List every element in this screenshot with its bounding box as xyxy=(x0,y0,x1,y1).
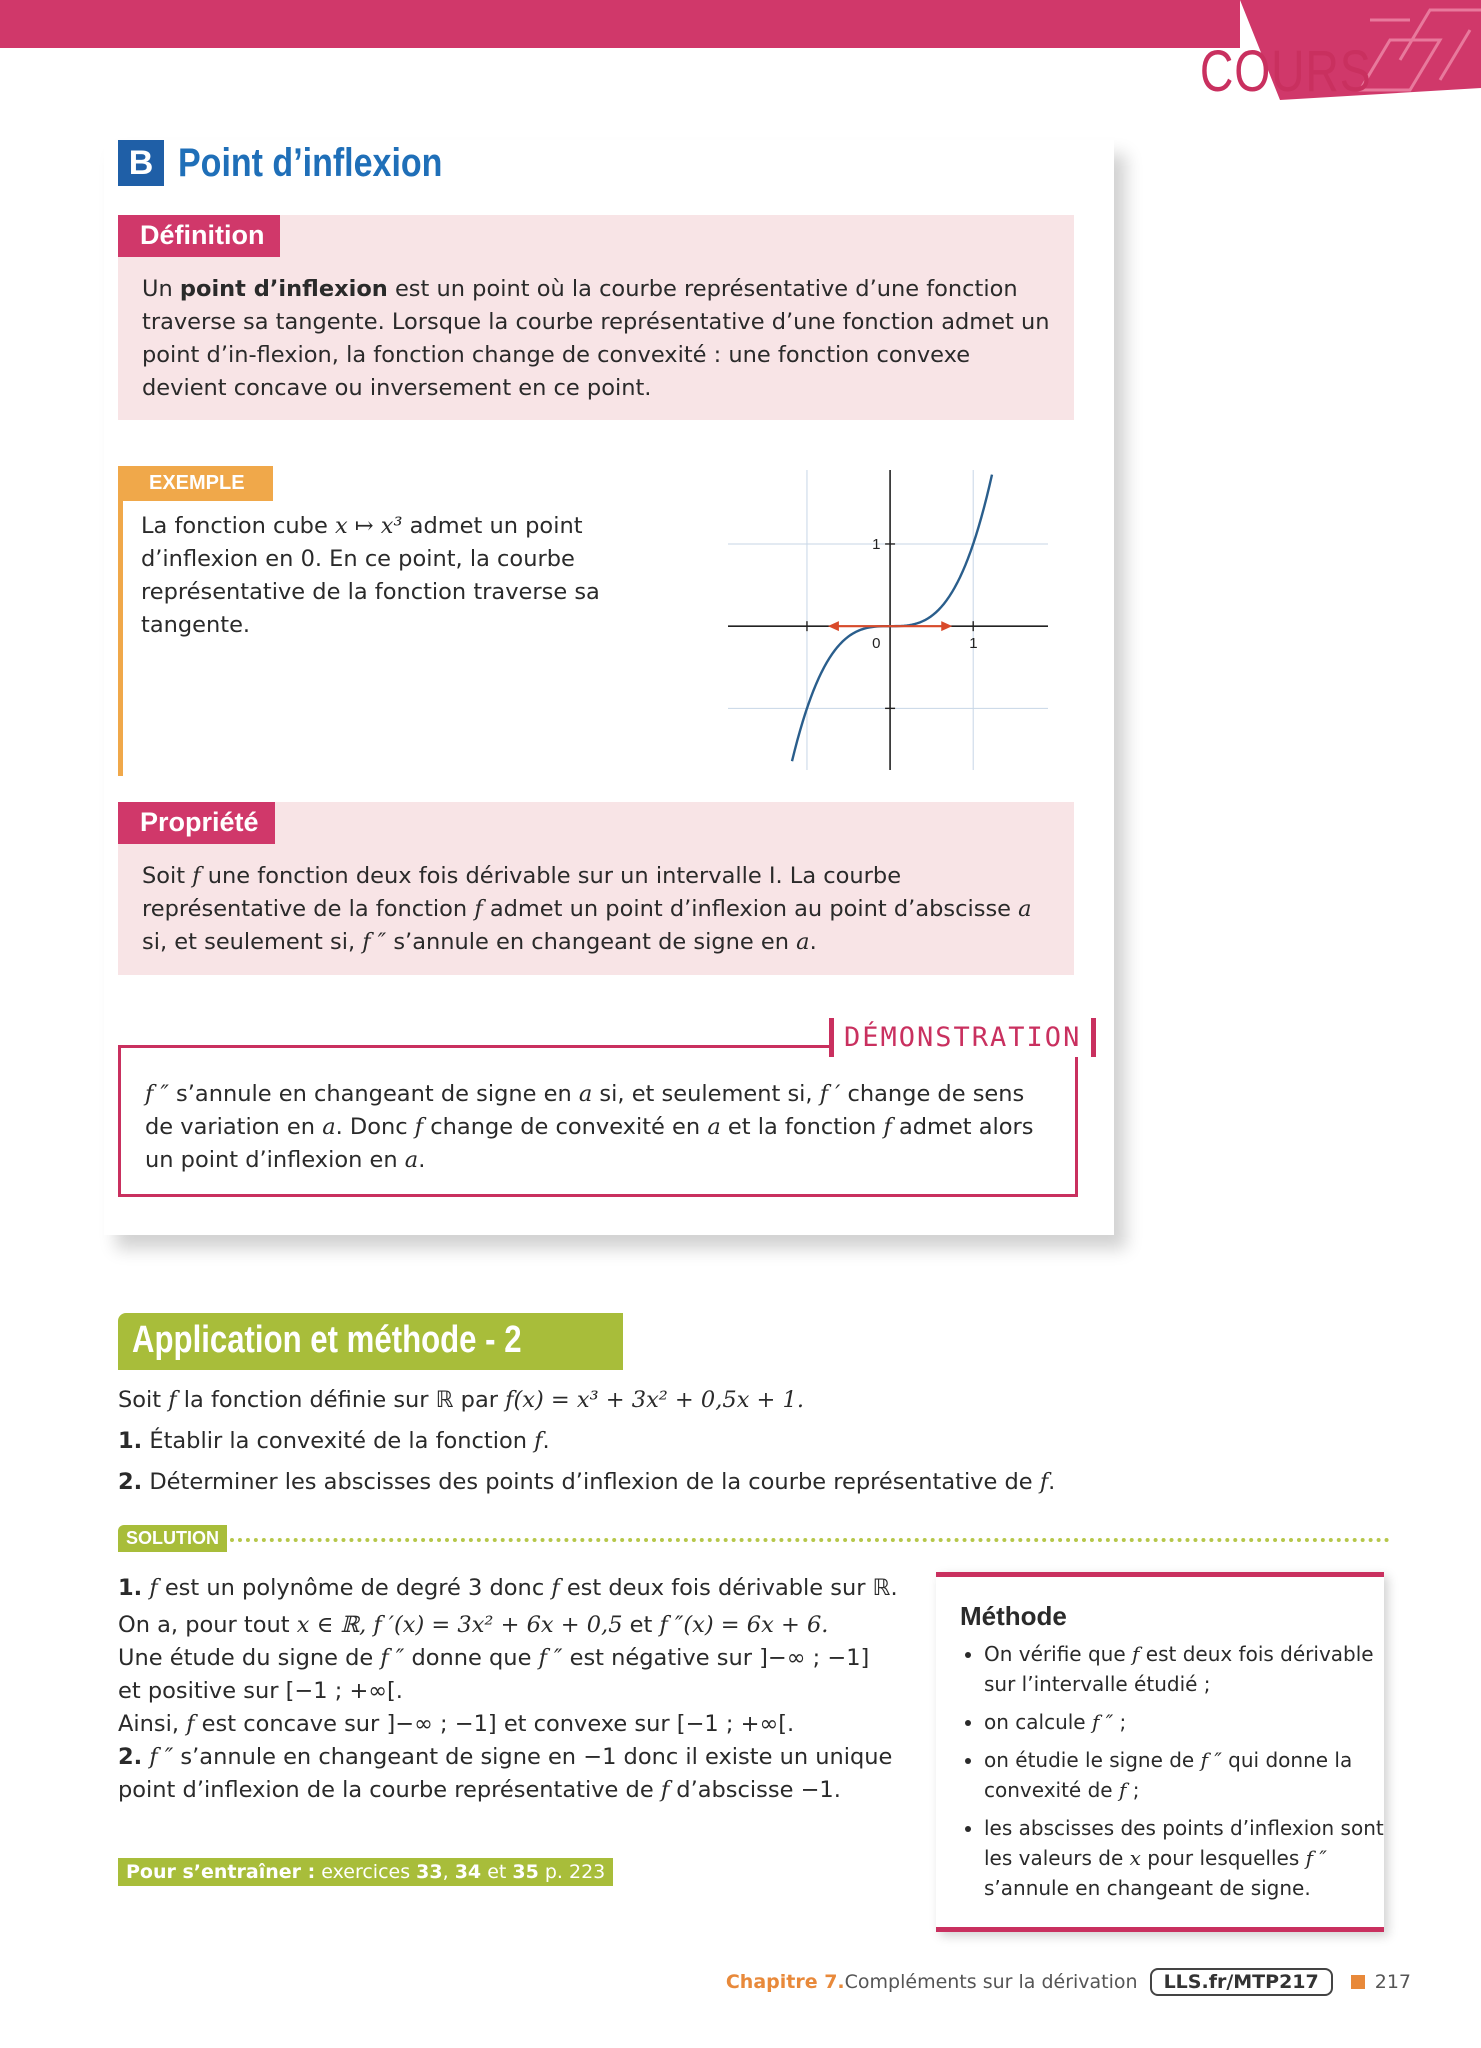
method-title: Méthode xyxy=(960,1601,1067,1631)
origin-label: 0 xyxy=(872,635,881,653)
definition-term: point d’inflexion xyxy=(179,276,388,302)
demonstration-box xyxy=(118,1022,1082,1197)
cube-curve xyxy=(792,475,992,762)
page-marker-icon xyxy=(1351,1975,1365,1989)
solution-tag: SOLUTION xyxy=(118,1525,227,1552)
definition-tag: Définition xyxy=(118,215,280,257)
method-item: • les abscisses des points d’inflexion sont les valeurs de x pour lesquelles f ″ s’annule en changeant de signe. xyxy=(984,1813,1384,1903)
page-number: 217 xyxy=(1374,1971,1411,1993)
method-box xyxy=(936,1572,1384,1932)
demonstration-tag: DÉMONSTRATION xyxy=(829,1018,1096,1057)
method-item: • On vérifie que f est deux fois dérivable sur l’intervalle étudié ; xyxy=(984,1639,1384,1699)
property-text: Soit f une fonction deux fois dérivable sur un intervalle I. La courbe représentative de la fonction f admet un point d’inflexion au point d’abscisse a si, et seulement si, f ″ s’annule en changeant de signe en a. xyxy=(142,863,1032,955)
section-label-cours: COURS xyxy=(1199,39,1371,104)
tangent-arrow-right xyxy=(941,621,952,631)
cube-function-graph xyxy=(728,470,1048,770)
section-letter: B xyxy=(118,140,164,186)
solution-divider xyxy=(230,1538,1390,1542)
definition-text: Un point d’inflexion est un point où la courbe représentative d’une fonction traverse sa tangente. Lorsque la courbe représentative d’une fonction admet un point d’in-flexion, la fonction change de convexité : une fonction convexe devient concave ou inversement en ce point. xyxy=(142,276,1050,401)
x-tick-label: 1 xyxy=(969,635,978,653)
property-tag: Propriété xyxy=(118,802,275,844)
chapter-title: Compléments sur la dérivation xyxy=(844,1971,1138,1993)
definition-box xyxy=(118,215,1074,420)
property-box xyxy=(118,802,1074,975)
y-tick-label: 1 xyxy=(872,535,881,553)
tangent-arrow-left xyxy=(828,621,839,631)
lls-link[interactable]: LLS.fr/MTP217 xyxy=(1150,1968,1333,1996)
method-item: • on étudie le signe de f ″ qui donne la convexité de f ; xyxy=(984,1745,1384,1805)
section-title: Point d’inflexion xyxy=(178,140,443,185)
page-footer xyxy=(726,1968,1411,1996)
method-list xyxy=(960,1639,1384,1911)
example-text: La fonction cube x ↦ x³ admet un point d’inflexion en 0. En ce point, la courbe représentative de la fonction traverse sa tangente. xyxy=(141,513,600,638)
application-statement: Soit f la fonction définie sur ℝ par f(x) = x³ + 3x² + 0,5x + 1. 1. Établir la convexité de la fonction f. 2. Déterminer les abscisses des points d’inflexion de la courbe représentative de f. xyxy=(118,1387,1056,1495)
example-tag: EXEMPLE xyxy=(123,466,273,501)
training-link[interactable]: Pour s’entraîner : exercices 33, 34 et 35 p. 223 xyxy=(118,1858,613,1886)
top-banner xyxy=(0,0,1240,48)
section-heading xyxy=(118,140,489,186)
chapter-number: Chapitre 7. xyxy=(725,1971,845,1993)
demonstration-text: f ″ s’annule en changeant de signe en a si, et seulement si, f ′ change de sens de variation en a. Donc f change de convexité en a et la fonction f admet alors un point d’inflexion en a. xyxy=(145,1081,1034,1173)
cube-function-notation: x ↦ x³ xyxy=(334,513,403,539)
method-item: • on calcule f ″ ; xyxy=(984,1707,1384,1737)
solution-text: 1. f est un polynôme de degré 3 donc f est deux fois dérivable sur ℝ. On a, pour tout x ∈ ℝ, f ′(x) = 3x² + 6x + 0,5 et f ″(x) = 6x + 6. Une étude du signe de f ″ donne que f ″ est négative sur ]−∞ ; −1] et positive sur [−1 ; +∞[. Ainsi, f est concave sur ]−∞ ; −1] et convexe sur [−1 ; +∞[. 2. f ″ s’annule en changeant de signe en −1 donc il existe un unique point d’inflexion de la courbe représentative de f d’abscisse −1. xyxy=(118,1575,898,1803)
application-title: Application et méthode - 2 xyxy=(118,1313,623,1370)
